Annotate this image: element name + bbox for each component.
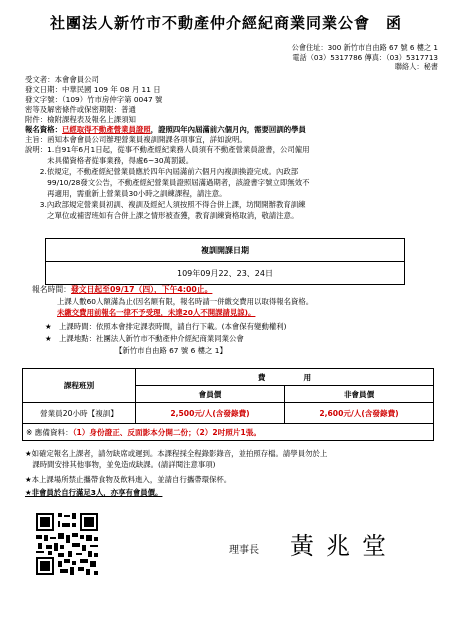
qualification-highlight: 已經取得不動產營業員證照 [61, 125, 151, 134]
association-phone: 電話（03）5317786 傳真：（03）5317713 [292, 52, 438, 62]
explanation-line-4: 99/10/28發文公告，不動產經紀營業員證照屆滿過期者，該證書字號立即無效不 [25, 178, 310, 187]
subject-line: 主旨：函知本會會員公司辦理營業員複訓開課各項事宜，詳如說明。 [25, 135, 247, 144]
signature-role: 理事長 [229, 545, 259, 556]
fee-row-label: 營業員20小時【複訓】 [23, 403, 136, 424]
fee-table [22, 368, 434, 441]
schedule-table [45, 238, 405, 285]
registration-line [32, 285, 212, 295]
class-place-line: ★ 上課地點：社團法人新竹市不動產仲介經紀商業同業公會 [45, 334, 244, 343]
fee-col-class: 課程班別 [23, 369, 136, 403]
fee-docs-row [23, 424, 434, 441]
class-place-address: 【新竹市自由路 67 號 6 樓之 1】 [115, 346, 227, 355]
recipient-line: 受文者：本會會員公司 [25, 75, 99, 84]
schedule-dates: 109年09月22、23、24日 [46, 262, 405, 285]
registration-note-2: 未繳交費用前報名一律不予受理，未達20人不開課請見諒)。 [57, 308, 256, 317]
explanation-line-7: 之單位或補習班如有合併上課之情形被查獲，教育訓練資格取消，敬請注意。 [25, 211, 299, 220]
fee-col-nonmember: 非會員價 [285, 386, 434, 403]
qualification-line [25, 125, 306, 135]
qualification-prefix: 報名資格： [25, 125, 62, 134]
association-address: 公會住址：300 新竹市自由路 67 號 6 樓之 1 [291, 43, 438, 52]
note-line-2: 課時間安排其他事物，並免造成缺課。(請詳閱注意事項) [25, 460, 216, 469]
class-time-line: ★ 上課時間：依照本會排定課表時間，請自行下載。(本會保有變動權利) [45, 322, 287, 331]
explanation-line-6: 3.內政部規定營業員初訓、複訓及經紀人須按照不得合併上課，坊間開辦教育訓練 [25, 200, 306, 209]
note-line-1: ★如確定報名上課者，請勿缺席或遲到。本課程採全程錄影錄音，並拍照存檔。請學員勿於上 [25, 449, 328, 458]
attachment-line: 附件：檢附課程表及報名上課須知 [25, 115, 136, 124]
qr-code [34, 511, 100, 577]
note-line-3: ★本上課場所禁止攜帶食物及飲料進入，並請自行攜帶環保杯。 [25, 475, 232, 484]
explanation-line-2: 未具備資格者從事業務，得處6~30萬罰鍰。 [25, 156, 194, 165]
date-line: 發文日期：中華民國 109 年 08 月 11 日 [25, 85, 161, 94]
fee-col-member: 會員價 [136, 386, 285, 403]
fee-docs-prefix: ※ 應備資料： [26, 427, 73, 437]
document-title: 社團法人新竹市不動產仲介經紀商業同業公會 函 [49, 14, 402, 32]
member-rule-line: ★非會員於自行滿足3人，亦享有會員價。 [25, 488, 163, 497]
security-line: 密等及解密條件或保密期限：普通 [25, 105, 136, 114]
doc-number-line: 發文字號：（109）竹市房仲字第 0047 號 [25, 95, 163, 104]
explanation-line-1: 說明：1.自91年6月1日起，從事不動產經紀業務人員須有不動產營業員證書，公司僱用 [25, 145, 310, 154]
fee-col-header: 費 用 [136, 369, 434, 386]
registration-period: 發文日起至09/17（四），下午4:00止。 [70, 285, 213, 294]
fee-nonmember-price: 2,600元/人(含發錄費) [285, 403, 434, 424]
registration-label: 報名時間： [32, 285, 71, 294]
schedule-heading: 複訓開課日期 [46, 239, 405, 262]
qualification-suffix: ，證照四年內屆滿前六個月內，需要回訓的學員 [150, 125, 306, 134]
explanation-line-3: 2.依規定，不動產經紀營業員應於四年內屆滿前六個月內複訓換證完成。內政部 [25, 167, 299, 176]
fee-docs-text: （1）身份證正、反面影本分開二份；（2）2吋照片1張。 [72, 427, 261, 437]
explanation-line-5: 再適用，需重新上營業員30小時之訓練課程，請注意。 [25, 189, 227, 198]
fee-member-price: 2,500元/人(含發錄費) [136, 403, 285, 424]
registration-note-1: 上課人數60人額滿為止(因名額有限，報名時請一併繳交費用以取得報名資格。 [57, 297, 314, 306]
association-contact: 聯絡人：秘書 [394, 62, 438, 71]
signature-name: 黃兆堂 [290, 532, 398, 560]
